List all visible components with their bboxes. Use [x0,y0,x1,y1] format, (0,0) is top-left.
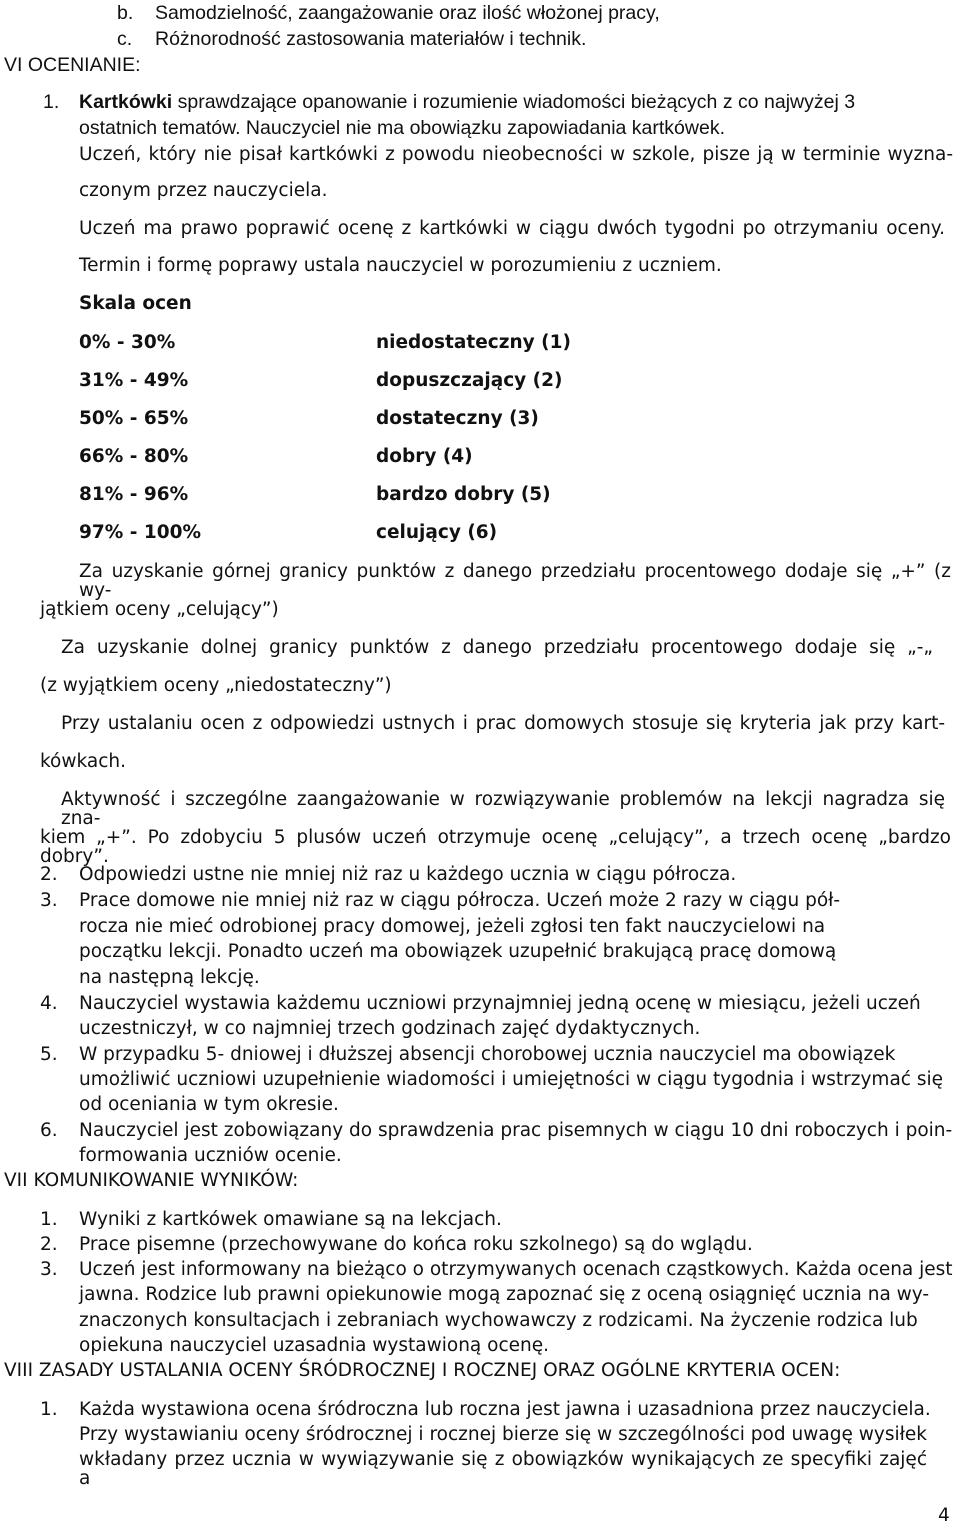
paragraph-line: Termin i formę poprawy ustala nauczyciel w porozumieniu z uczniem. [79,255,722,276]
paragraph-line: opiekuna nauczyciel uzasadnia wystawioną ocenę. [79,1335,549,1356]
section-heading-zasady: VIII ZASADY USTALANIA OCENY ŚRÓDROCZNEJ I ROCZNEJ ORAZ OGÓLNE KRYTERIA OCEN: [4,1360,841,1381]
paragraph-line: uczestniczył, w co najmniej trzech godzinach zajęć dydaktycznych. [79,1018,701,1039]
paragraph-line: Aktywność i szczególne zaangażowanie w rozwiązywanie problemów na lekcji nagradza się zna- [61,789,945,829]
scale-grade: dobry (4) [376,446,473,467]
paragraph-line: kiem „+”. Po zdobyciu 5 plusów uczeń otrzymuje ocenę „celujący”, a trzech ocenę „bardzo dobry”. [40,827,951,867]
paragraph-line: Prace domowe nie mniej niż raz w ciągu półrocza. Uczeń może 2 razy w ciągu pół- [79,890,841,911]
list-number: 6. [40,1120,58,1141]
list-number: 3. [40,1259,58,1280]
scale-grade: dostateczny (3) [376,408,539,429]
paragraph-line: rocza nie mieć odrobionej pracy domowej, jeżeli zgłosi ten fakt nauczycielowi na [79,916,826,937]
list-number: 2. [40,864,58,885]
scale-range: 81% - 96% [79,484,189,505]
paragraph-line: jawna. Rodzice lub prawni opiekunowie mogą zapoznać się z oceną osiągnięć ucznia na wy- [79,1284,930,1305]
list-number: 3. [40,890,58,911]
page-number: 4 [938,1505,950,1526]
paragraph-line: W przypadku 5- dniowej i dłuższej absencji chorobowej ucznia nauczyciel ma obowiązek [79,1044,896,1065]
paragraph-line: Za uzyskanie dolnej granicy punktów z danego przedziału procentowego dodaje się „-„ [61,637,933,658]
paragraph-line: początku lekcji. Ponadto uczeń ma obowiązek uzupełnić brakującą pracę domową [79,941,837,962]
paragraph-line: Nauczyciel wystawia każdemu uczniowi przynajmniej jedną ocenę w miesiącu, jeżeli uczeń [79,993,921,1014]
paragraph-line: jątkiem oceny „celujący”) [40,599,279,620]
paragraph-line: na następną lekcję. [79,967,260,988]
scale-range: 97% - 100% [79,522,201,543]
paragraph-line: Każda wystawiona ocena śródroczna lub roczna jest jawna i uzasadniona przez nauczyciela. [79,1399,931,1420]
list-number: 2. [40,1234,58,1255]
paragraph-line: kówkach. [40,751,127,772]
paragraph-line: Uczeń jest informowany na bieżąco o otrzymywanych ocenach cząstkowych. Każda ocena jest [79,1259,953,1280]
list-number: 4. [40,993,58,1014]
item-label: c. [117,28,133,50]
list-item-b [117,2,660,24]
paragraph-line: umożliwić uczniowi uzupełnienie wiadomości i umiejętności w ciągu tygodnia i wstrzymać się [79,1069,943,1090]
section-heading-ocenianie: VI OCENIANIE: [4,54,141,76]
list-number: 1. [40,1399,58,1420]
paragraph-line: Prace pisemne (przechowywane do końca roku szkolnego) są do wglądu. [79,1234,753,1255]
paragraph-line: Kartkówki sprawdzające opanowanie i rozumienie wiadomości bieżących z co najwyżej 3 [79,91,856,113]
paragraph-line: Wyniki z kartkówek omawiane są na lekcjach. [79,1209,502,1230]
scale-range: 31% - 49% [79,370,189,391]
list-number: 1. [40,1209,58,1230]
paragraph-line: znaczonych konsultacjach i zebraniach wychowawczy z rodzicami. Na życzenie rodzica lub [79,1310,918,1331]
paragraph-line: od oceniania w tym okresie. [79,1094,339,1115]
paragraph-line: Za uzyskanie górnej granicy punktów z danego przedziału procentowego dodaje się „+” (z wy- [79,561,951,601]
paragraph-line: ostatnich tematów. Nauczyciel nie ma obowiązku zapowiadania kartkówek. [79,117,725,139]
scale-grade: celujący (6) [376,522,498,543]
section-heading-komunikowanie: VII KOMUNIKOWANIE WYNIKÓW: [4,1170,299,1191]
scale-grade: dopuszczający (2) [376,370,563,391]
scale-grade: bardzo dobry (5) [376,484,551,505]
paragraph-line: Przy wystawianiu oceny śródrocznej i rocznej bierze się w szczególności pod uwagę wysiłek [79,1424,927,1445]
scale-range: 50% - 65% [79,408,189,429]
paragraph-line: Odpowiedzi ustne nie mniej niż raz u każdego ucznia w ciągu półrocza. [79,864,737,885]
paragraph-line: Przy ustalaniu ocen z odpowiedzi ustnych i prac domowych stosuje się kryteria jak przy kart- [61,713,945,734]
paragraph-line: Uczeń, który nie pisał kartkówki z powodu nieobecności w szkole, pisze ją w terminie wyzna- [79,144,953,165]
paragraph-line: Nauczyciel jest zobowiązany do sprawdzenia prac pisemnych w ciągu 10 dni roboczych i poin- [79,1120,953,1141]
bold-term: Kartkówki [79,91,173,113]
scale-title: Skala ocen [79,293,192,314]
list-number: 1. [43,91,60,113]
list-item-c [117,28,587,50]
item-text: Samodzielność, zaangażowanie oraz ilość włożonej pracy, [155,2,660,24]
item-label: b. [117,2,134,24]
item-text: Różnorodność zastosowania materiałów i technik. [155,28,587,50]
scale-grade: niedostateczny (1) [376,332,571,353]
paragraph-line: formowania uczniów ocenie. [79,1145,342,1166]
paragraph-line: czonym przez nauczyciela. [79,180,328,201]
scale-range: 0% - 30% [79,332,176,353]
list-number: 5. [40,1044,58,1065]
paragraph-line: (z wyjątkiem oceny „niedostateczny”) [40,675,392,696]
paragraph-line: wkładany przez ucznia w wywiązywanie się z obowiązków wynikających ze specyfiki zajęć a [79,1449,927,1489]
paragraph-line: Uczeń ma prawo poprawić ocenę z kartkówki w ciągu dwóch tygodni po otrzymaniu oceny. [79,218,945,239]
scale-range: 66% - 80% [79,446,189,467]
